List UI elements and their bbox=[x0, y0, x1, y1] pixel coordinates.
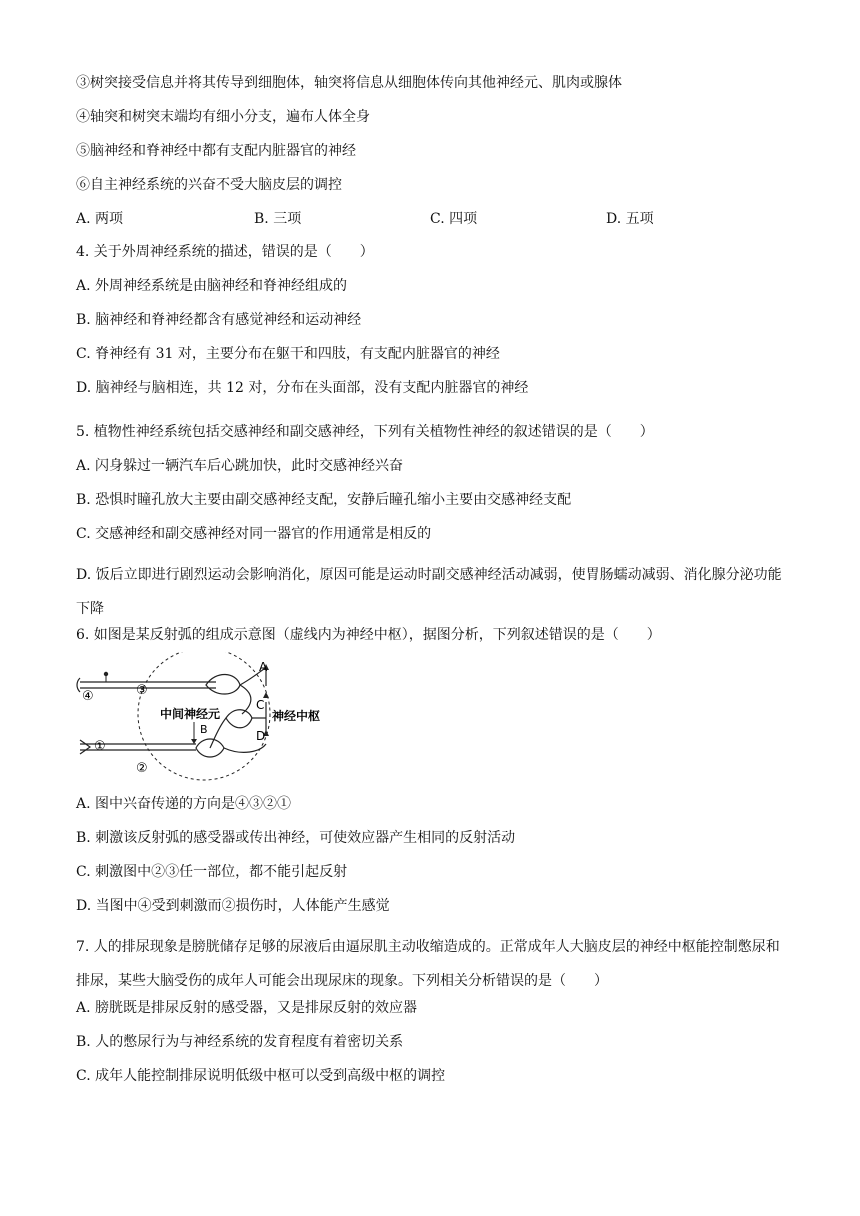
interneuron-body bbox=[226, 710, 252, 728]
statement-6: ⑥自主神经系统的兴奋不受大脑皮层的调控 bbox=[76, 177, 342, 193]
q5-stem: 5. 植物性神经系统包括交感神经和副交感神经，下列有关植物性神经的叙述错误的是（ ） bbox=[76, 424, 654, 440]
q3-option-b[interactable]: B. 三项 bbox=[254, 211, 302, 227]
q7-stem: 7. 人的排尿现象是膀胱储存足够的尿液后由逼尿肌主动收缩造成的。正常成年人大脑皮层的神经中枢能控制憋尿和排尿，某些大脑受伤的成年人可能会出现尿床的现象。下列相关分析错误的是（ ） bbox=[76, 939, 780, 989]
sensory-neuron-body bbox=[206, 674, 240, 694]
nerve-center-label: 神经中枢 bbox=[272, 709, 321, 723]
q5-option-a[interactable]: A. 闪身躲过一辆汽车后心跳加快，此时交感神经兴奋 bbox=[76, 458, 404, 474]
label-c: C bbox=[256, 698, 265, 712]
q3-option-a[interactable]: A. 两项 bbox=[76, 211, 124, 227]
stimulus-point bbox=[104, 672, 108, 676]
statement-5: ⑤脑神经和脊神经中都有支配内脏器官的神经 bbox=[76, 143, 356, 159]
reflex-arc-diagram bbox=[76, 652, 346, 782]
q6-option-c[interactable]: C. 刺激图中②③任一部位，都不能引起反射 bbox=[76, 864, 348, 880]
q4-option-a[interactable]: A. 外周神经系统是由脑神经和脊神经组成的 bbox=[76, 278, 348, 294]
statement-3: ③树突接受信息并将其传导到细胞体，轴突将信息从细胞体传向其他神经元、肌肉或腺体 bbox=[76, 75, 622, 91]
label-a: A bbox=[259, 660, 268, 674]
effector-ending bbox=[80, 740, 90, 754]
q7-option-a[interactable]: A. 膀胱既是排尿反射的感受器，又是排尿反射的效应器 bbox=[76, 1000, 418, 1016]
q6-stem: 6. 如图是某反射弧的组成示意图（虚线内为神经中枢），据图分析，下列叙述错误的是（ ） bbox=[76, 627, 661, 643]
q5-option-c[interactable]: C. 交感神经和副交感神经对同一器官的作用通常是相反的 bbox=[76, 526, 432, 542]
q6-option-d[interactable]: D. 当图中④受到刺激而②损伤时，人体能产生感觉 bbox=[76, 898, 390, 914]
label-b: B bbox=[200, 723, 208, 736]
label-4: ④ bbox=[82, 689, 94, 704]
statement-4: ④轴突和树突末端均有细小分支，遍布人体全身 bbox=[76, 109, 370, 125]
label-1: ① bbox=[94, 739, 106, 754]
q3-option-d[interactable]: D. 五项 bbox=[606, 211, 654, 227]
label-3: ③ bbox=[136, 683, 148, 698]
q6-option-b[interactable]: B. 刺激该反射弧的感受器或传出神经，可使效应器产生相同的反射活动 bbox=[76, 830, 516, 846]
receptor-ending bbox=[77, 678, 80, 692]
q4-option-d[interactable]: D. 脑神经与脑相连，共 12 对，分布在头面部，没有支配内脏器官的神经 bbox=[76, 380, 529, 396]
label-2: ② bbox=[136, 761, 148, 776]
q6-option-a[interactable]: A. 图中兴奋传递的方向是④③②① bbox=[76, 796, 292, 812]
q5-option-b[interactable]: B. 恐惧时瞳孔放大主要由副交感神经支配，安静后瞳孔缩小主要由交感神经支配 bbox=[76, 492, 572, 508]
q3-option-c[interactable]: C. 四项 bbox=[430, 211, 478, 227]
q4-option-c[interactable]: C. 脊神经有 31 对，主要分布在躯干和四肢，有支配内脏器官的神经 bbox=[76, 346, 500, 362]
label-d: D bbox=[256, 729, 266, 743]
q5-option-d[interactable]: D. 饭后立即进行剧烈运动会影响消化，原因可能是运动时副交感神经活动减弱，使胃肠蠕动减弱、消化腺分泌功能下降 bbox=[76, 567, 782, 617]
interneuron-label: 中间神经元 bbox=[160, 707, 221, 721]
q7-option-c[interactable]: C. 成年人能控制排尿说明低级中枢可以受到高级中枢的调控 bbox=[76, 1068, 446, 1084]
q7-option-b[interactable]: B. 人的憋尿行为与神经系统的发育程度有着密切关系 bbox=[76, 1034, 404, 1050]
q4-option-b[interactable]: B. 脑神经和脊神经都含有感觉神经和运动神经 bbox=[76, 312, 362, 328]
q4-stem: 4. 关于外周神经系统的描述，错误的是（ ） bbox=[76, 244, 374, 260]
